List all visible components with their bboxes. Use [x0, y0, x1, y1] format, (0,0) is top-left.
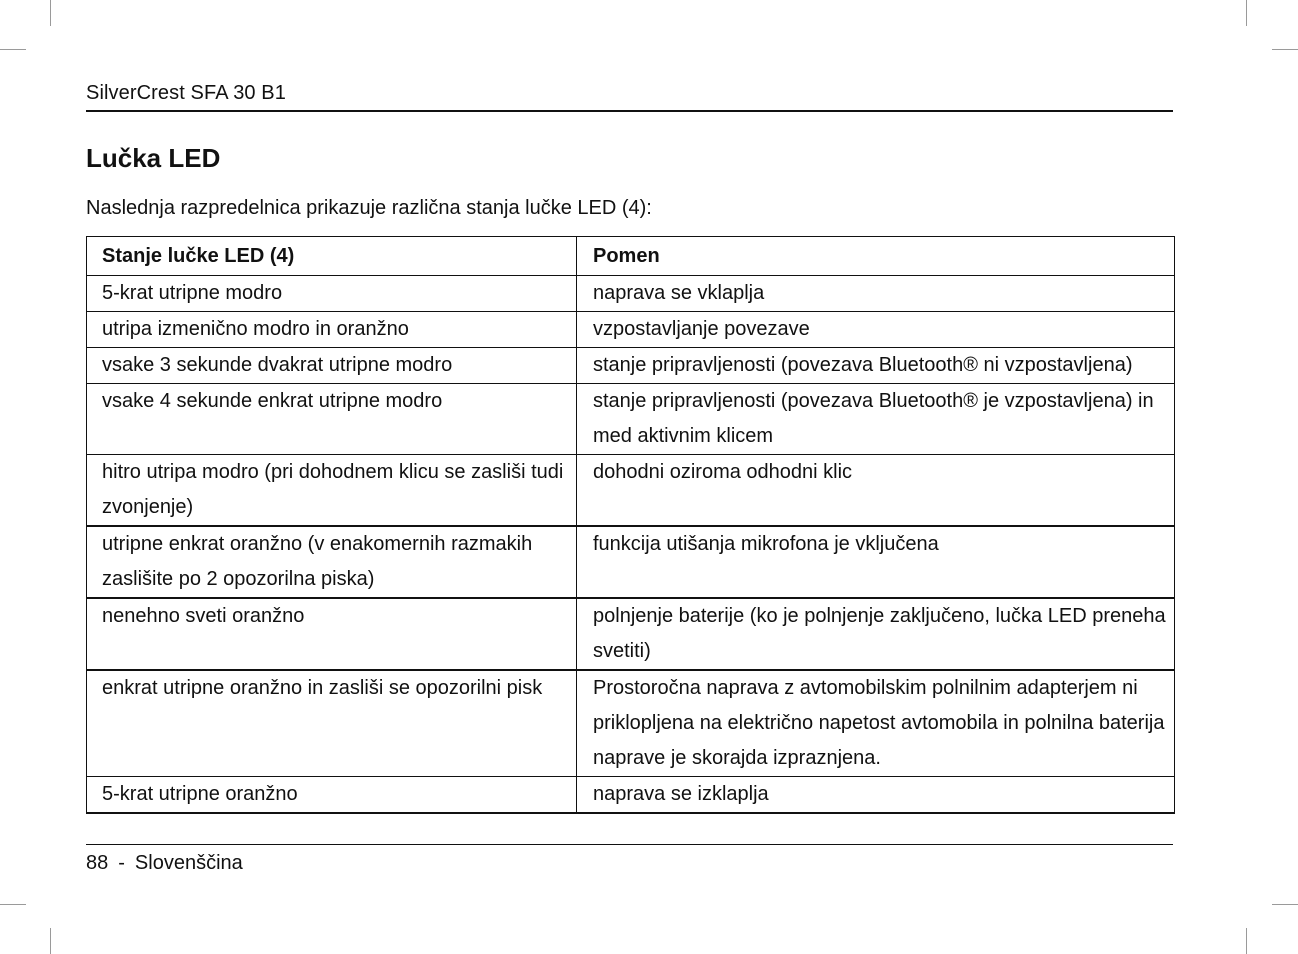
- meaning-cell: dohodni oziroma odhodni klic: [577, 455, 1175, 527]
- section-title: Lučka LED: [86, 143, 221, 173]
- led-state-cell: 5-krat utripne oranžno: [87, 777, 577, 814]
- table-row: [87, 526, 1175, 598]
- table-row: [87, 455, 1175, 527]
- column-header-state: Stanje lučke LED (4): [87, 237, 577, 276]
- table-header-row: [87, 237, 1175, 276]
- crop-mark: [1246, 0, 1247, 26]
- crop-mark: [50, 0, 51, 26]
- crop-mark: [1272, 49, 1298, 50]
- table-row: [87, 670, 1175, 777]
- crop-mark: [50, 928, 51, 954]
- meaning-cell: naprava se izklaplja: [577, 777, 1175, 814]
- led-state-cell: nenehno sveti oranžno: [87, 598, 577, 670]
- intro-paragraph: Naslednja razpredelnica prikazuje različna stanja lučke LED (4):: [86, 197, 652, 219]
- meaning-cell: polnjenje baterije (ko je polnjenje zaključeno, lučka LED preneha svetiti): [577, 598, 1175, 670]
- led-state-cell: vsake 4 sekunde enkrat utripne modro: [87, 384, 577, 455]
- led-state-cell: utripne enkrat oranžno (v enakomernih razmakih zaslišite po 2 opozorilna piska): [87, 526, 577, 598]
- led-state-cell: hitro utripa modro (pri dohodnem klicu se zasliši tudi zvonjenje): [87, 455, 577, 527]
- table-row: [87, 777, 1175, 814]
- meaning-cell: vzpostavljanje povezave: [577, 312, 1175, 348]
- crop-mark: [1246, 928, 1247, 954]
- led-state-cell: vsake 3 sekunde dvakrat utripne modro: [87, 348, 577, 384]
- column-header-meaning: Pomen: [577, 237, 1175, 276]
- led-state-cell: enkrat utripne oranžno in zasliši se opozorilni pisk: [87, 670, 577, 777]
- header-rule: [86, 110, 1173, 112]
- footer-separator: -: [118, 852, 125, 874]
- table-row: [87, 312, 1175, 348]
- table-row: [87, 384, 1175, 455]
- crop-mark: [0, 49, 26, 50]
- meaning-cell: stanje pripravljenosti (povezava Bluetooth® ni vzpostavljena): [577, 348, 1175, 384]
- footer-rule: [86, 844, 1173, 845]
- page-number: 88: [86, 852, 109, 874]
- led-status-table: [86, 236, 1175, 814]
- meaning-cell: Prostoročna naprava z avtomobilskim polnilnim adapterjem ni priklopljena na električno napetost avtomobila in polnilna baterija naprave je skorajda izpraznjena.: [577, 670, 1175, 777]
- table-row: [87, 276, 1175, 312]
- table-row: [87, 598, 1175, 670]
- meaning-cell: naprava se vklaplja: [577, 276, 1175, 312]
- meaning-cell: funkcija utišanja mikrofona je vključena: [577, 526, 1175, 598]
- running-header: SilverCrest SFA 30 B1: [86, 82, 286, 104]
- crop-mark: [0, 904, 26, 905]
- footer-language: Slovenščina: [134, 852, 243, 874]
- led-state-cell: 5-krat utripne modro: [87, 276, 577, 312]
- page-footer: [86, 852, 243, 875]
- crop-mark: [1272, 904, 1298, 905]
- led-state-cell: utripa izmenično modro in oranžno: [87, 312, 577, 348]
- table-row: [87, 348, 1175, 384]
- meaning-cell: stanje pripravljenosti (povezava Bluetooth® je vzpostavljena) in med aktivnim klicem: [577, 384, 1175, 455]
